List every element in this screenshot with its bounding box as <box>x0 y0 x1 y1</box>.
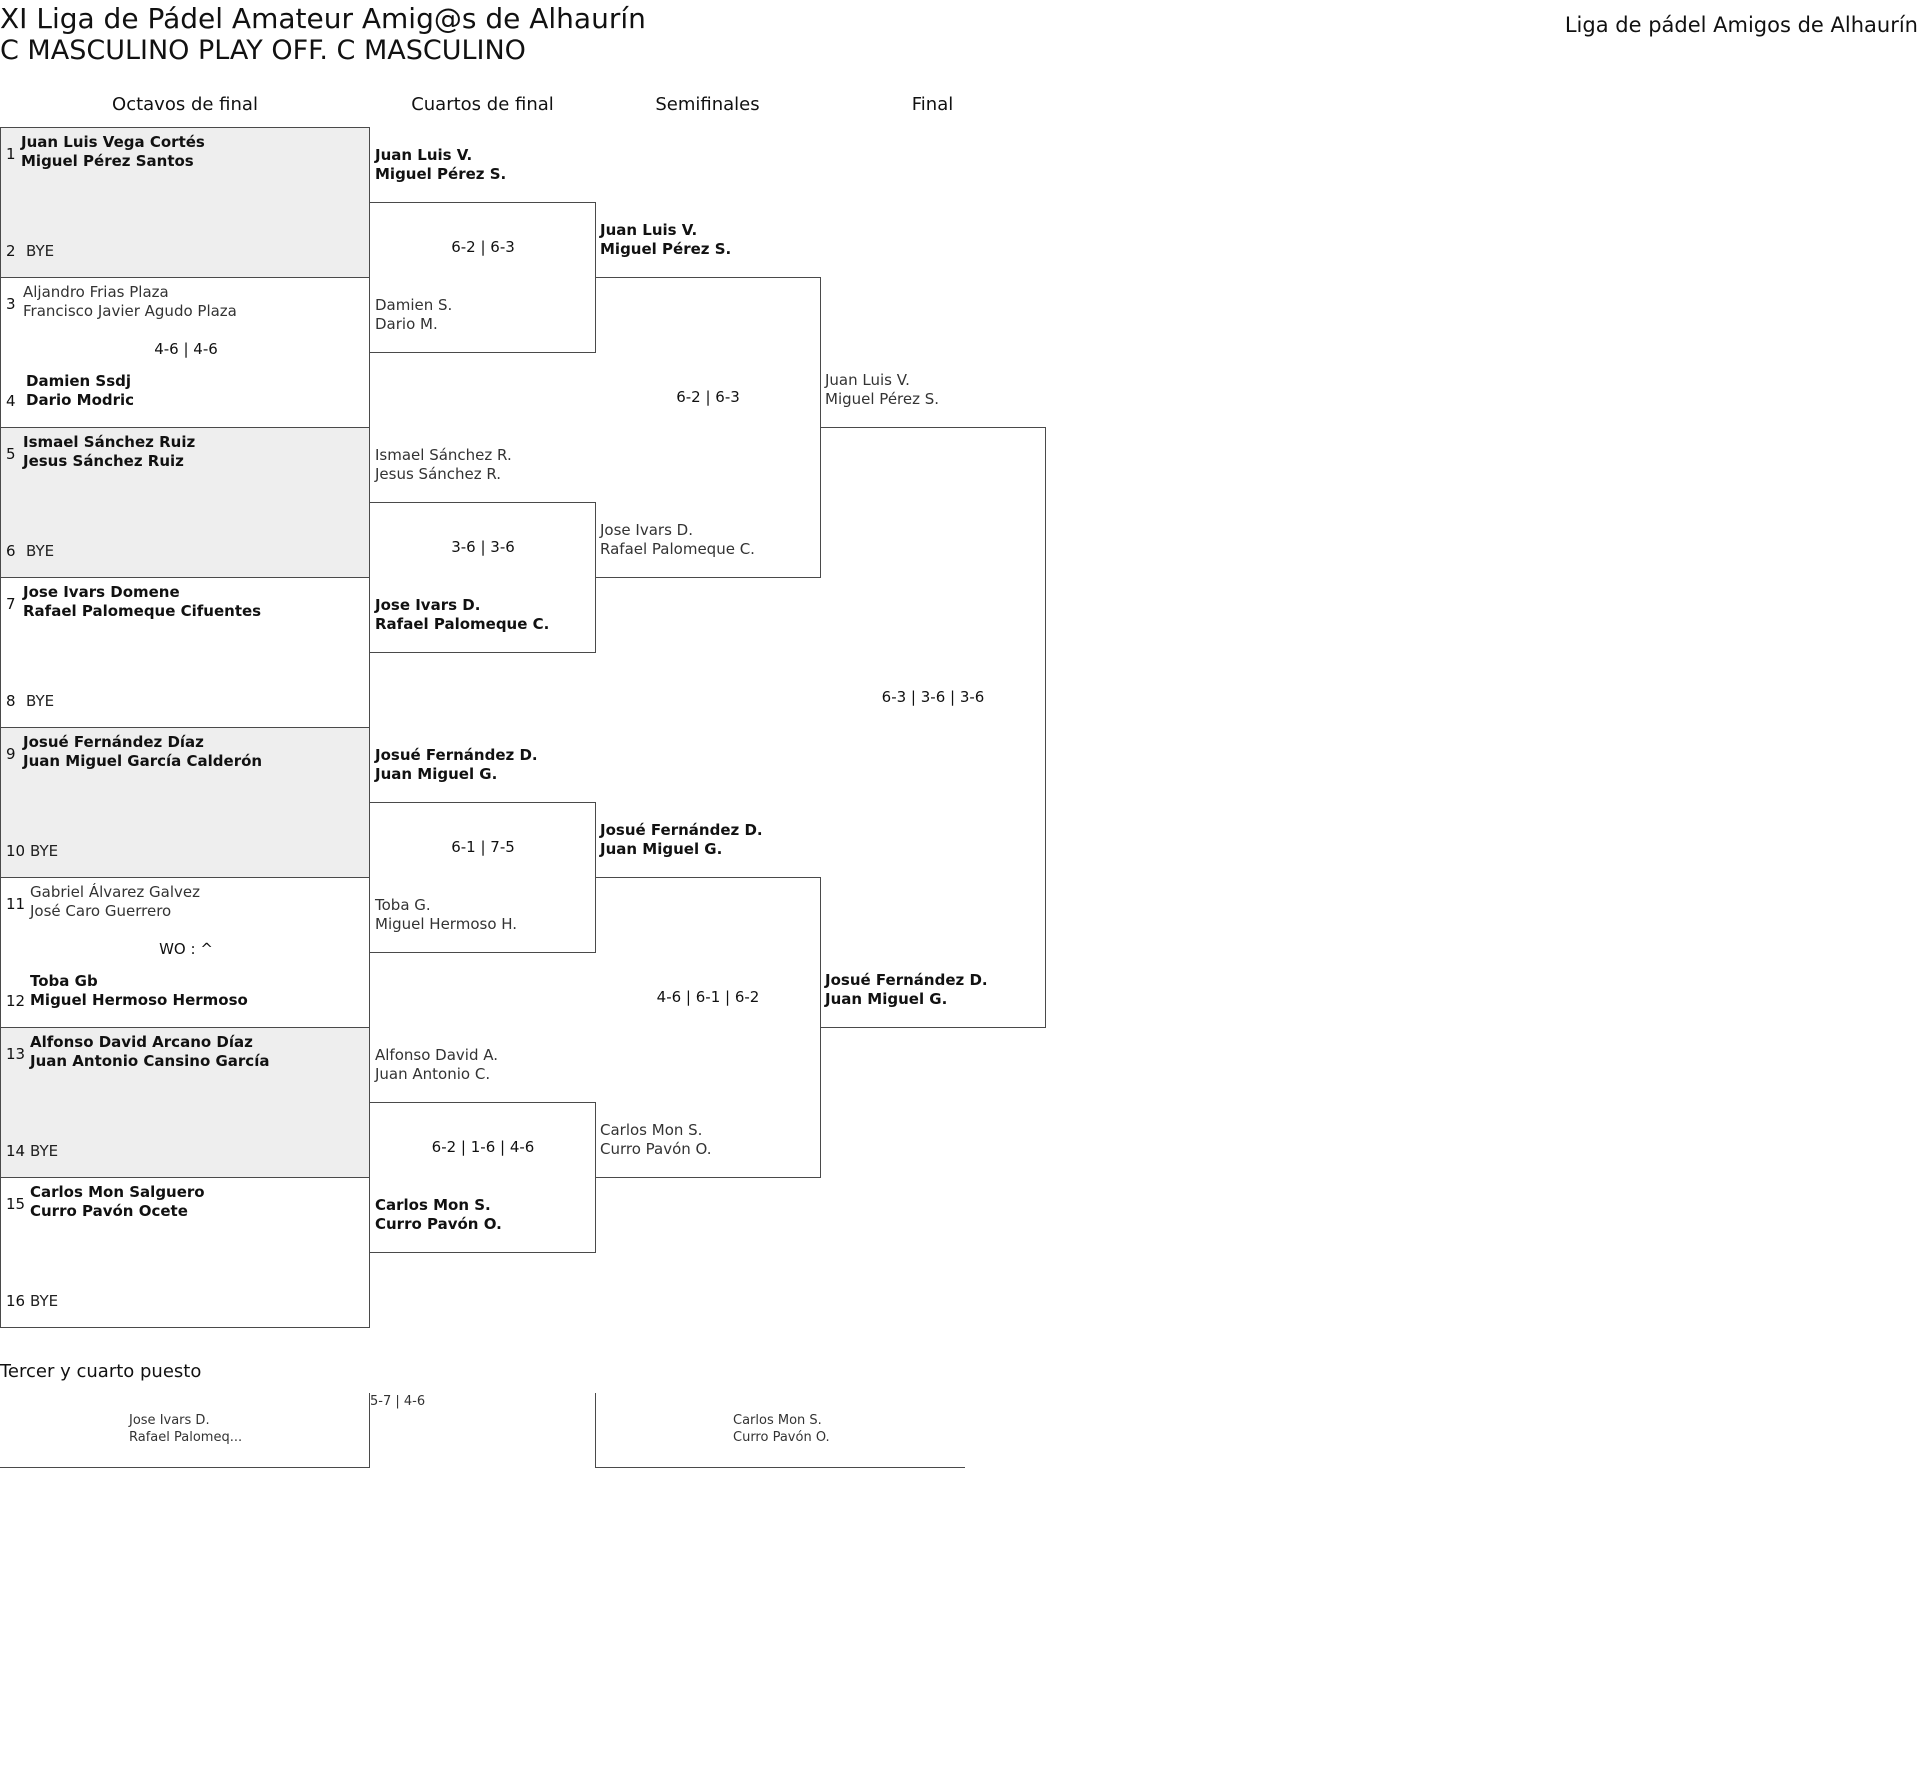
team-name: Jose Ivars D. <box>600 521 693 539</box>
r16-match <box>0 577 370 728</box>
quarterfinals-score: 3-6 | 3-6 <box>451 538 515 556</box>
quarterfinals-team-top <box>375 1046 498 1084</box>
bye-label: BYE <box>30 1142 59 1160</box>
quarterfinals-team-top <box>375 146 506 184</box>
team-name: Josué Fernández D. <box>375 746 538 764</box>
round-header-semifinales: Semifinales <box>655 94 760 115</box>
team-name: Rafael Palomeque C. <box>375 615 550 633</box>
seed-number: 4 <box>6 392 16 410</box>
semifinals-score: 6-2 | 6-3 <box>676 388 740 406</box>
seed-number: 8 <box>6 692 16 710</box>
third-place-left-slot <box>0 1393 370 1468</box>
seed-number: 13 <box>6 1045 26 1063</box>
r16-match <box>0 877 370 1028</box>
quarterfinals-team-top <box>375 746 538 784</box>
team-name: Alfonso David Arcano Díaz <box>30 1033 253 1051</box>
quarterfinals-score: 6-2 | 6-3 <box>451 238 515 256</box>
seed-number: 7 <box>6 595 16 613</box>
seed-number: 1 <box>6 145 16 163</box>
bye-label: BYE <box>26 692 55 710</box>
quarterfinals-team-bottom <box>375 1196 502 1234</box>
third-place-right-name-1: Carlos Mon S. <box>733 1413 822 1428</box>
team-name: Toba G. <box>375 896 431 914</box>
match-score: WO : ^ <box>159 940 213 958</box>
r16-match <box>0 127 370 278</box>
seed-number: 10 <box>6 842 26 860</box>
team-name: Juan Luis V. <box>825 371 910 389</box>
team-name: Miguel Pérez S. <box>825 390 940 408</box>
bye-label: BYE <box>30 1292 59 1310</box>
league-brand: Liga de pádel Amigos de Alhaurín <box>1564 13 1918 37</box>
quarterfinals-team-bottom <box>375 596 549 634</box>
seed-number: 16 <box>6 1292 26 1310</box>
team-name: Carlos Mon Salguero <box>30 1183 205 1201</box>
quarterfinals-score: 6-2 | 1-6 | 4-6 <box>431 1138 535 1156</box>
team-name: Miguel Hermoso H. <box>375 915 518 933</box>
third-place-left-name-2: Rafael Palomeq... <box>129 1430 243 1445</box>
r16-match <box>0 277 370 428</box>
team-name: Damien S. <box>375 296 453 314</box>
team-name: Curro Pavón Ocete <box>30 1202 188 1220</box>
seed-number: 11 <box>6 895 26 913</box>
seed-number: 12 <box>6 992 26 1010</box>
team-name: Jesus Sánchez Ruiz <box>23 452 184 470</box>
team-name: Dario Modric <box>26 391 135 409</box>
team-name: Carlos Mon S. <box>375 1196 491 1214</box>
team-name: Juan Luis Vega Cortés <box>21 133 205 151</box>
team-name: Juan Luis V. <box>375 146 473 164</box>
team-name: Miguel Hermoso Hermoso <box>30 991 248 1009</box>
team-name: Ismael Sánchez R. <box>375 446 512 464</box>
team-name: Alfonso David A. <box>375 1046 498 1064</box>
round-header-octavos: Octavos de final <box>112 94 258 115</box>
team-name: Juan Miguel García Calderón <box>23 752 263 770</box>
team-name: Curro Pavón O. <box>600 1140 712 1158</box>
team-name: Damien Ssdj <box>26 372 132 390</box>
final-score: 6-3 | 3-6 | 3-6 <box>881 688 985 706</box>
team-name: Rafael Palomeque C. <box>600 540 755 558</box>
page-title: XI Liga de Pádel Amateur Amig@s de Alhaurín <box>0 2 646 35</box>
team-name: Ismael Sánchez Ruiz <box>23 433 196 451</box>
r16-match <box>0 727 370 878</box>
team-name: Juan Miguel G. <box>600 840 723 858</box>
team-name: Miguel Pérez S. <box>375 165 507 183</box>
seed-number: 2 <box>6 242 16 260</box>
quarterfinals-team-bottom <box>375 296 452 334</box>
team-name: Jose Ivars Domene <box>23 583 180 601</box>
team-name: Juan Miguel G. <box>375 765 498 783</box>
team-name: Rafael Palomeque Cifuentes <box>23 602 262 620</box>
final-connector <box>820 427 1046 1028</box>
team-name: Dario M. <box>375 315 438 333</box>
final-team-top <box>825 371 939 409</box>
r16-match <box>0 1027 370 1178</box>
quarterfinals-team-bottom <box>375 896 517 934</box>
team-name: Juan Antonio Cansino García <box>30 1052 270 1070</box>
round-header-cuartos: Cuartos de final <box>411 94 554 115</box>
team-name: José Caro Guerrero <box>30 902 172 920</box>
team-name: Francisco Javier Agudo Plaza <box>23 302 237 320</box>
bye-label: BYE <box>26 242 55 260</box>
team-name: Gabriel Álvarez Galvez <box>30 883 201 901</box>
third-place-right-slot <box>595 1393 965 1468</box>
team-name: Juan Miguel G. <box>825 990 948 1008</box>
semifinals-team-bottom <box>600 1121 712 1159</box>
seed-number: 9 <box>6 745 16 763</box>
team-name: Curro Pavón O. <box>375 1215 502 1233</box>
final-team-bottom <box>825 971 988 1009</box>
team-name: Josué Fernández Díaz <box>23 733 204 751</box>
team-name: Miguel Pérez S. <box>600 240 732 258</box>
seed-number: 3 <box>6 295 16 313</box>
team-name: Jose Ivars D. <box>375 596 481 614</box>
r16-match <box>0 1177 370 1328</box>
semifinals-team-bottom <box>600 521 755 559</box>
r16-match <box>0 427 370 578</box>
team-name: Jesus Sánchez R. <box>375 465 502 483</box>
page-subtitle: C MASCULINO PLAY OFF. C MASCULINO <box>0 35 526 66</box>
semifinals-score: 4-6 | 6-1 | 6-2 <box>656 988 760 1006</box>
third-place-score: 5-7 | 4-6 <box>370 1394 426 1409</box>
seed-number: 5 <box>6 445 16 463</box>
bye-label: BYE <box>30 842 59 860</box>
team-name: Aljandro Frias Plaza <box>23 283 169 301</box>
seed-number: 6 <box>6 542 16 560</box>
team-name: Juan Luis V. <box>600 221 698 239</box>
bye-label: BYE <box>26 542 55 560</box>
semifinals-team-top <box>600 821 763 859</box>
match-score: 4-6 | 4-6 <box>154 340 218 358</box>
semifinals-team-top <box>600 221 731 259</box>
team-name: Juan Antonio C. <box>375 1065 491 1083</box>
quarterfinals-team-top <box>375 446 512 484</box>
seed-number: 14 <box>6 1142 26 1160</box>
team-name: Toba Gb <box>30 972 98 990</box>
quarterfinals-score: 6-1 | 7-5 <box>451 838 515 856</box>
third-place-right-name-2: Curro Pavón O. <box>733 1430 830 1445</box>
team-name: Josué Fernández D. <box>825 971 988 989</box>
seed-number: 15 <box>6 1195 26 1213</box>
team-name: Carlos Mon S. <box>600 1121 703 1139</box>
team-name: Josué Fernández D. <box>600 821 763 839</box>
team-name: Miguel Pérez Santos <box>21 152 194 170</box>
third-place-left-name-1: Jose Ivars D. <box>129 1413 210 1428</box>
third-place-title: Tercer y cuarto puesto <box>0 1361 202 1382</box>
round-header-final: Final <box>911 94 954 115</box>
